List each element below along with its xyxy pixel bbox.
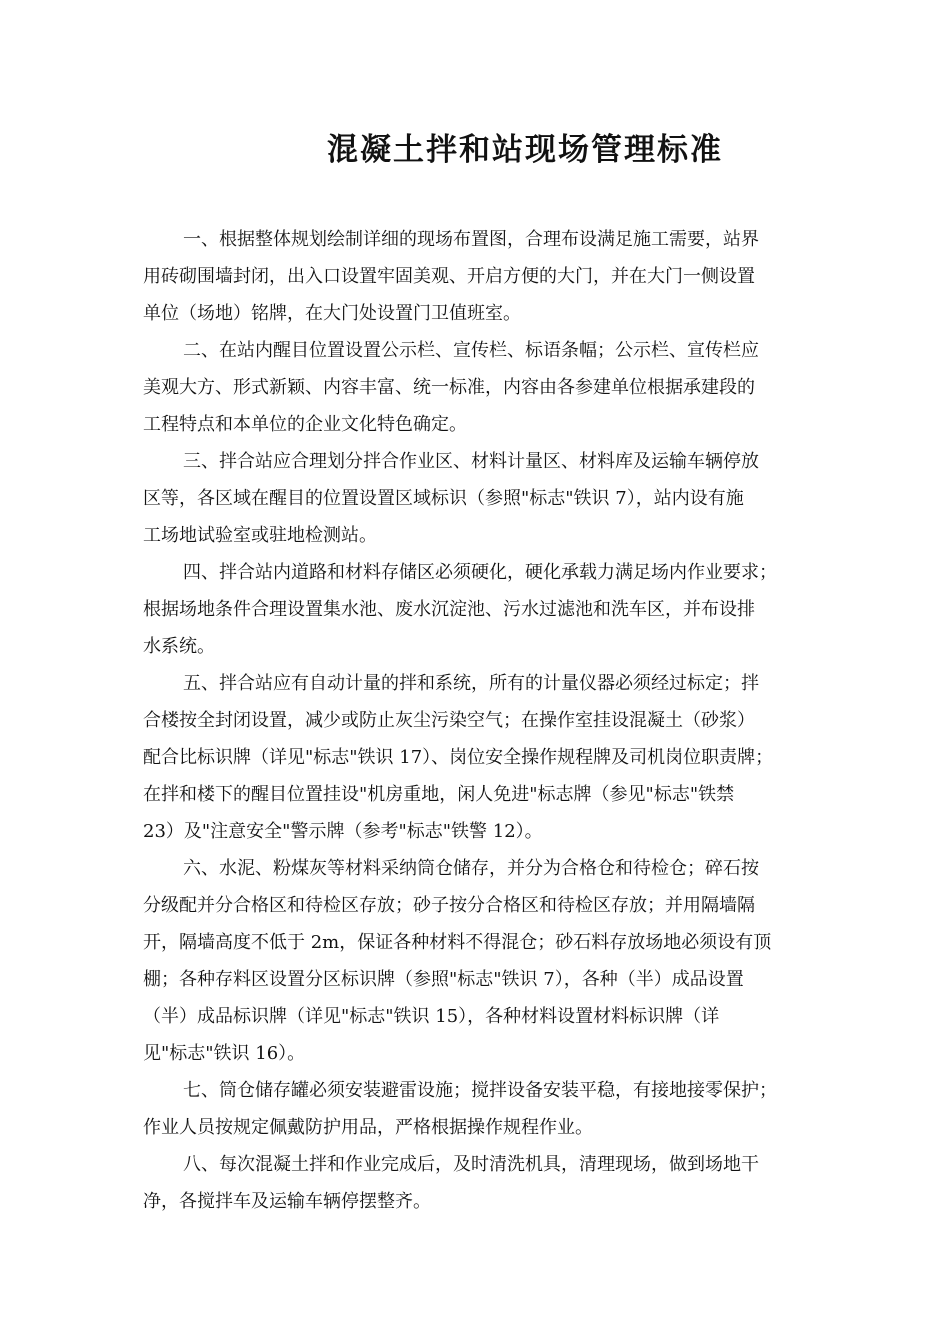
paragraph-line: 区等，各区域在醒目的位置设置区域标识（参照"标志"铁识 7），站内设有施 [143, 488, 744, 509]
paragraph-4 [143, 554, 811, 665]
paragraph-line: 用砖砌围墙封闭，出入口设置牢固美观、开启方便的大门，并在大门一侧设置 [143, 266, 755, 287]
paragraph-line: 六、水泥、粉煤灰等材料采纳筒仓储存，并分为合格仓和待检仓；碎石按 [183, 858, 759, 879]
paragraph-line: （半）成品标识牌（详见"标志"铁识 15），各种材料设置材料标识牌（详 [143, 1006, 720, 1027]
paragraph-6 [143, 850, 811, 1072]
paragraph-3 [143, 443, 811, 554]
paragraph-line: 配合比标识牌（详见"标志"铁识 17）、岗位安全操作规程牌及司机岗位职责牌； [143, 747, 774, 768]
paragraph-1 [143, 221, 811, 332]
paragraph-line: 分级配并分合格区和待检区存放；砂子按分合格区和待检区存放；并用隔墙隔 [143, 895, 755, 916]
paragraph-line: 合楼按全封闭设置，减少或防止灰尘污染空气；在操作室挂设混凝土（砂浆） [143, 710, 755, 731]
paragraph-line: 见"标志"铁识 16）。 [143, 1043, 306, 1064]
paragraph-line: 水系统。 [143, 636, 215, 657]
paragraph-line: 二、在站内醒目位置设置公示栏、宣传栏、标语条幅；公示栏、宣传栏应 [183, 340, 759, 361]
paragraph-line: 五、拌合站应有自动计量的拌和系统，所有的计量仪器必须经过标定；拌 [183, 673, 759, 694]
paragraph-7 [143, 1072, 811, 1146]
paragraph-line: 开，隔墙高度不低于 2m，保证各种材料不得混仓；砂石料存放场地必须设有顶 [143, 932, 772, 953]
paragraph-line: 净，各搅拌车及运输车辆停摆整齐。 [143, 1191, 431, 1212]
paragraph-line: 八、每次混凝土拌和作业完成后，及时清洗机具，清理现场，做到场地干 [183, 1154, 759, 1175]
paragraph-5 [143, 665, 811, 850]
paragraph-line: 工程特点和本单位的企业文化特色确定。 [143, 414, 467, 435]
paragraph-2 [143, 332, 811, 443]
paragraph-line: 七、筒仓储存罐必须安装避雷设施；搅拌设备安装平稳，有接地接零保护； [183, 1080, 777, 1101]
paragraph-line: 根据场地条件合理设置集水池、废水沉淀池、污水过滤池和洗车区，并布设排 [143, 599, 755, 620]
document-title: 混凝土拌和站现场管理标准 [327, 132, 723, 168]
paragraph-line: 四、拌合站内道路和材料存储区必须硬化，硬化承载力满足场内作业要求； [183, 562, 777, 583]
paragraph-line: 作业人员按规定佩戴防护用品，严格根据操作规程作业。 [143, 1117, 593, 1138]
paragraph-line: 一、根据整体规划绘制详细的现场布置图，合理布设满足施工需要，站界 [183, 229, 759, 250]
paragraph-line: 工场地试验室或驻地检测站。 [143, 525, 377, 546]
paragraph-line: 在拌和楼下的醒目位置挂设"机房重地，闲人免进"标志牌（参见"标志"铁禁 [143, 784, 735, 805]
paragraph-line: 三、拌合站应合理划分拌合作业区、材料计量区、材料库及运输车辆停放 [183, 451, 759, 472]
paragraph-8 [143, 1146, 811, 1220]
paragraph-line: 美观大方、形式新颖、内容丰富、统一标准，内容由各参建单位根据承建段的 [143, 377, 755, 398]
document-body [143, 221, 811, 1220]
paragraph-line: 棚；各种存料区设置分区标识牌（参照"标志"铁识 7），各种（半）成品设置 [143, 969, 744, 990]
paragraph-line: 23）及"注意安全"警示牌（参考"标志"铁警 12）。 [143, 821, 543, 842]
paragraph-line: 单位（场地）铭牌，在大门处设置门卫值班室。 [143, 303, 521, 324]
